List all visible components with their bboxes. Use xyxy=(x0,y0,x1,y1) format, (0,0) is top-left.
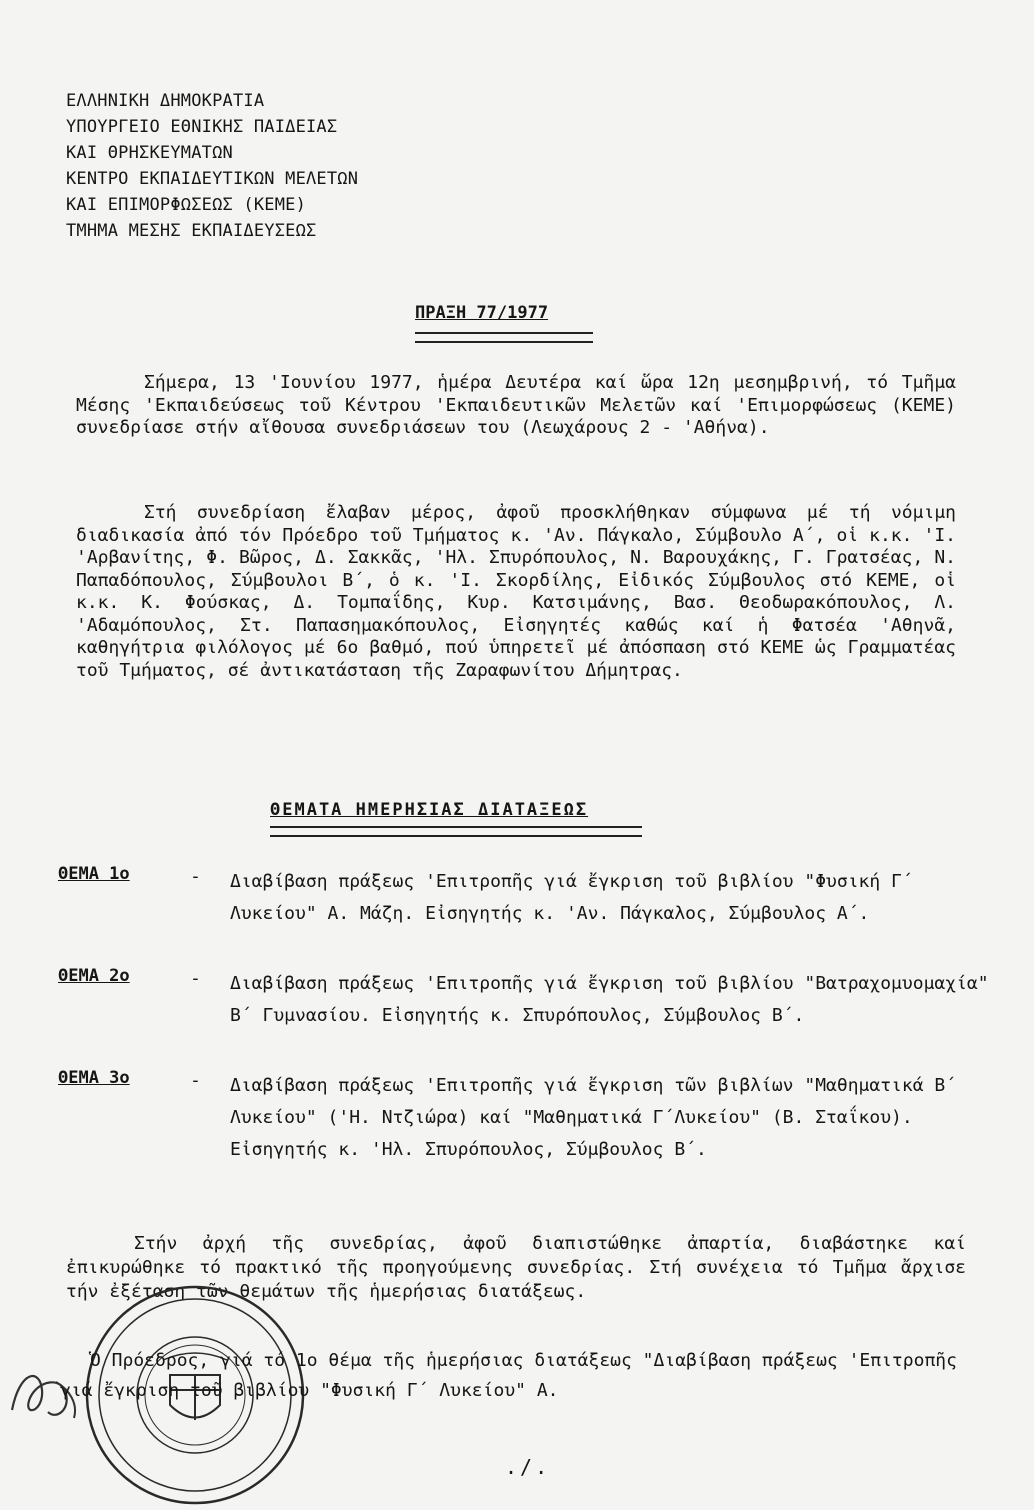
agenda-item-dash: - xyxy=(190,1070,201,1091)
opening-paragraph: Σήμερα, 13 'Ιουνίου 1977, ἡμέρα Δευτέρα καί ὥρα 12η μεσημβρινή, τό Τμῆμα Μέσης 'Εκπαιδεύσεως τοῦ Κέντρου 'Εκπαιδευτικῶν Μελετῶν καί 'Επιμορφώσεως (ΚΕΜΕ) συνεδρίασε στήν αἴθουσα συνεδριάσεων του (Λεωχάρους 2 - 'Αθήνα). xyxy=(76,372,956,438)
header-line-ministry-cont: ΚΑΙ ΘΡΗΣΚΕΥΜΑΤΩΝ xyxy=(66,143,233,163)
agenda-item-label: ΘΕΜΑ 2ο xyxy=(58,966,130,986)
agenda-item-label: ΘΕΜΑ 3ο xyxy=(58,1068,130,1088)
letterhead xyxy=(66,88,358,244)
header-line-department: ΤΜΗΜΑ ΜΕΣΗΣ ΕΚΠΑΙΔΕΥΣΕΩΣ xyxy=(66,221,317,241)
header-line-center: ΚΕΝΤΡΟ ΕΚΠΑΙΔΕΥΤΙΚΩΝ ΜΕΛΕΤΩΝ xyxy=(66,169,359,189)
agenda-item-text: Διαβίβαση πράξεως 'Επιτροπῆς γιά ἔγκριση τοῦ βιβλίου "Βατραχομυομαχία" Β΄ Γυμνασίου. Εἰσηγητής κ. Σπυρόπουλος, Σύμβουλος Β΄. xyxy=(230,973,989,1026)
continuation-mark: ./. xyxy=(505,1455,551,1479)
quorum-paragraph: Στήν ἀρχή τῆς συνεδρίας, ἀφοῦ διαπιστώθηκε ἀπαρτία, διαβάστηκε καί ἐπικυρώθηκε τό πρακτικό τῆς προηγούμενης συνεδρίας. Στή συνέχεια τό Τμῆμα ἄρχισε τήν ἐξέταση τῶν θεμάτων τῆς ἡμερήσιας διατάξεως. xyxy=(66,1233,966,1302)
agenda-item-text: Διαβίβαση πράξεως 'Επιτροπῆς γιά ἔγκριση τοῦ βιβλίου "Φυσική Γ΄ Λυκείου" Α. Μάζη. Εἰσηγητής κ. 'Αν. Πάγκαλος, Σύμβουλος Α΄. xyxy=(230,871,913,924)
header-line-center-cont: ΚΑΙ ΕΠΙΜΟΡΦΩΣΕΩΣ (ΚΕΜΕ) xyxy=(66,195,307,215)
attendees-paragraph: Στή συνεδρίαση ἔλαβαν μέρος, ἀφοῦ προσκλήθηκαν σύμφωνα μέ τή νόμιμη διαδικασία ἀπό τόν Πρόεδρο τοῦ Τμήματος κ. 'Αν. Πάγκαλο, Σύμβουλο Α΄, οἱ κ.κ. 'Ι. 'Αρβανίτης, Φ. Βῶρος, Δ. Σακκᾶς, 'Ηλ. Σπυρόπουλος, Ν. Βαρουχάκης, Γ. Γρατσέας, Ν. Παπαδόπουλος, Σύμβουλοι Β΄, ὁ κ. 'Ι. Σκορδίλης, Εἰδικός Σύμβουλος στό ΚΕΜΕ, οἱ κ.κ. Κ. Φούσκας, Δ. Τομπαΐδης, Κυρ. Κατσιμάνης, Βασ. Θεοδωρακόπουλος, Λ. 'Αδαμόπουλος, Στ. Παπασημακόπουλος, Εἰσηγητές καθώς καί ἡ Φατσέα 'Αθηνᾶ, καθηγήτρια φιλόλογος μέ 6ο βαθμό, πού ὑπηρετεῖ μέ ἀπόσπαση στό ΚΕΜΕ ὡς Γραμματέας τοῦ Τμήματος, σέ ἀντικατάσταση τῆς Ζαραφωνίτου Δήμητρας. xyxy=(76,502,956,681)
closing-paragraph: Ὁ Πρόεδρος, γιά τό 1ο θέμα τῆς ἡμερήσιας διατάξεως "Διαβίβαση πράξεως 'Επιτροπῆς γιά ἔγκριση τοῦ βιβλίου "Φυσική Γ΄ Λυκείου" Α. xyxy=(60,1350,957,1401)
title-double-underline xyxy=(415,332,593,343)
agenda-double-underline xyxy=(270,826,642,837)
document-title: ΠΡΑΞΗ 77/1977 xyxy=(415,303,549,323)
agenda-item-label: ΘΕΜΑ 1ο xyxy=(58,864,130,884)
agenda-item-dash: - xyxy=(190,968,201,989)
header-line-republic: ΕΛΛΗΝΙΚΗ ΔΗΜΟΚΡΑΤΙΑ xyxy=(66,91,265,111)
agenda-heading: ΘΕΜΑΤΑ ΗΜΕΡΗΣΙΑΣ ΔΙΑΤΑΞΕΩΣ xyxy=(270,800,589,820)
agenda-item-text: Διαβίβαση πράξεως 'Επιτροπῆς γιά ἔγκριση τῶν βιβλίων "Μαθηματικά Β΄ Λυκείου" ('Η. Ντζιώρα) καί "Μαθηματικά Γ΄Λυκείου" (Β. Σταΐκου). Εἰσηγητής κ. 'Ηλ. Σπυρόπουλος, Σύμβουλος Β΄. xyxy=(230,1075,957,1160)
agenda-item-dash: - xyxy=(190,866,201,887)
header-line-ministry: ΥΠΟΥΡΓΕΙΟ ΕΘΝΙΚΗΣ ΠΑΙΔΕΙΑΣ xyxy=(66,117,338,137)
